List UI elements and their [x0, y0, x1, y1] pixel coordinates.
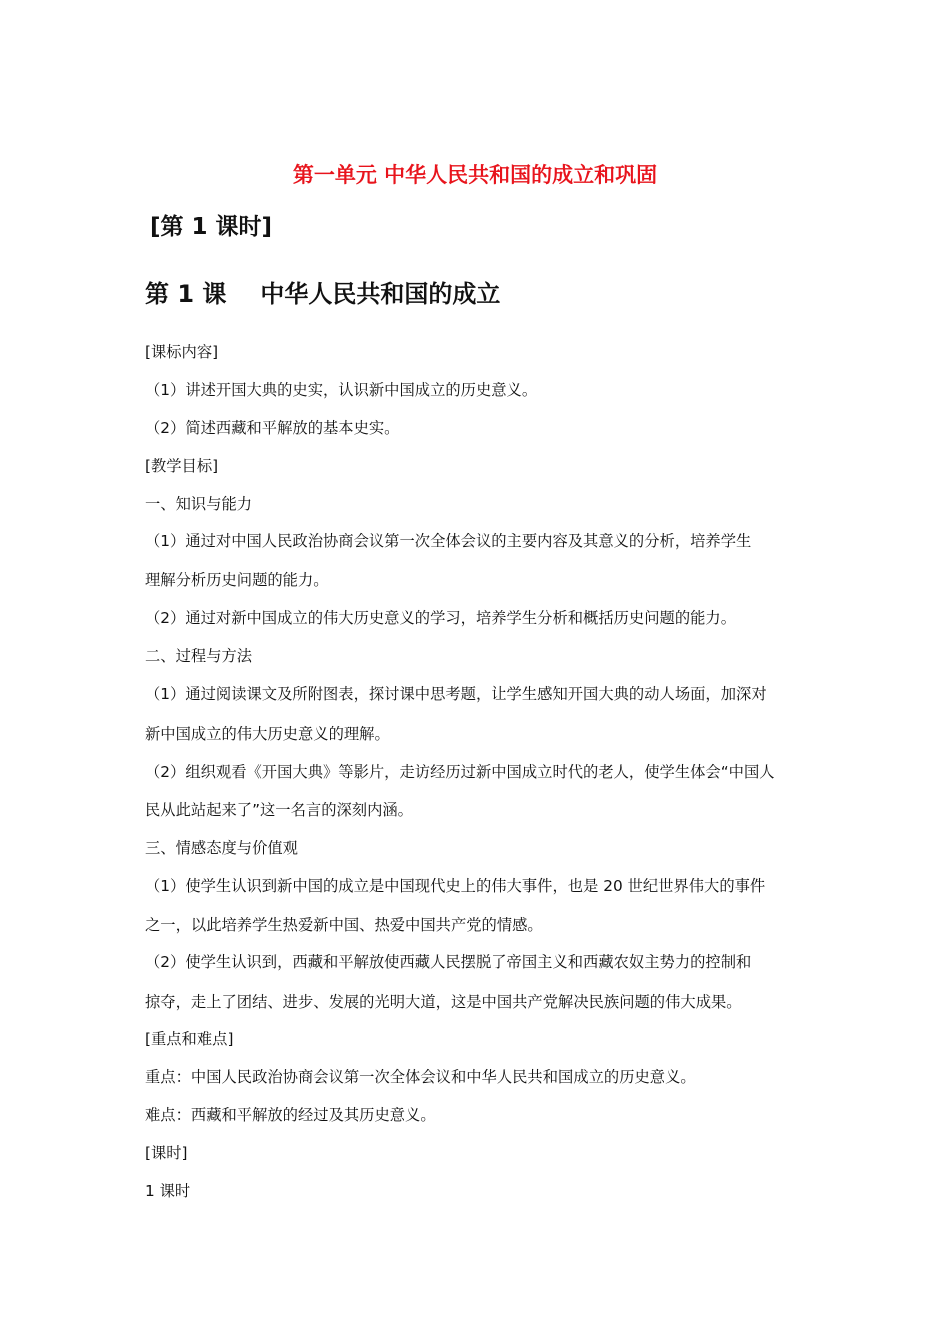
paragraph-line: 之一，以此培养学生热爱新中国、热爱中国共产党的情感。 [145, 916, 543, 934]
session-label: [第 1 课时] [150, 214, 273, 240]
section-heading-objectives: [教学目标] [145, 457, 219, 475]
lesson-name: 中华人民共和国的成立 [260, 280, 501, 308]
paragraph-line: 难点：西藏和平解放的经过及其历史意义。 [145, 1106, 436, 1124]
paragraph-line: （2）使学生认识到，西藏和平解放使西藏人民摆脱了帝国主义和西藏农奴主势力的控制和 [145, 953, 752, 971]
paragraph-line: 新中国成立的伟大历史意义的理解。 [145, 725, 390, 743]
paragraph-line: （2）组织观看《开国大典》等影片，走访经历过新中国成立时代的老人，使学生体会“中国人 [145, 763, 775, 781]
paragraph-line: 1 课时 [145, 1182, 191, 1200]
paragraph-line: 民从此站起来了”这一名言的深刻内涵。 [145, 801, 413, 819]
subheading-process: 二、过程与方法 [145, 647, 253, 665]
paragraph-line: （1）通过阅读课文及所附图表，探讨课中思考题，让学生感知开国大典的动人场面，加深对 [145, 685, 767, 703]
paragraph-line: （2）简述西藏和平解放的基本史实。 [145, 419, 400, 437]
paragraph-line: 掠夺，走上了团结、进步、发展的光明大道，这是中国共产党解决民族问题的伟大成果。 [145, 993, 742, 1011]
paragraph-line: （1）讲述开国大典的史实，认识新中国成立的历史意义。 [145, 381, 538, 399]
paragraph-line: （1）通过对中国人民政治协商会议第一次全体会议的主要内容及其意义的分析，培养学生 [145, 532, 752, 550]
subheading-values: 三、情感态度与价值观 [145, 839, 298, 857]
paragraph-line: 重点：中国人民政治协商会议第一次全体会议和中华人民共和国成立的历史意义。 [145, 1068, 696, 1086]
subheading-knowledge: 一、知识与能力 [145, 495, 253, 513]
paragraph-line: 理解分析历史问题的能力。 [145, 571, 329, 589]
section-heading-periods: [课时] [145, 1144, 188, 1162]
section-heading-key-points: [重点和难点] [145, 1030, 234, 1048]
lesson-number: 第 1 课 [145, 280, 227, 308]
paragraph-line: （2）通过对新中国成立的伟大历史意义的学习，培养学生分析和概括历史问题的能力。 [145, 609, 737, 627]
lesson-title [145, 276, 500, 312]
paragraph-line: （1）使学生认识到新中国的成立是中国现代史上的伟大事件，也是 20 世纪世界伟大的事件 [145, 877, 766, 895]
section-heading-curriculum: [课标内容] [145, 343, 219, 361]
unit-title: 第一单元 中华人民共和国的成立和巩固 [292, 163, 658, 187]
